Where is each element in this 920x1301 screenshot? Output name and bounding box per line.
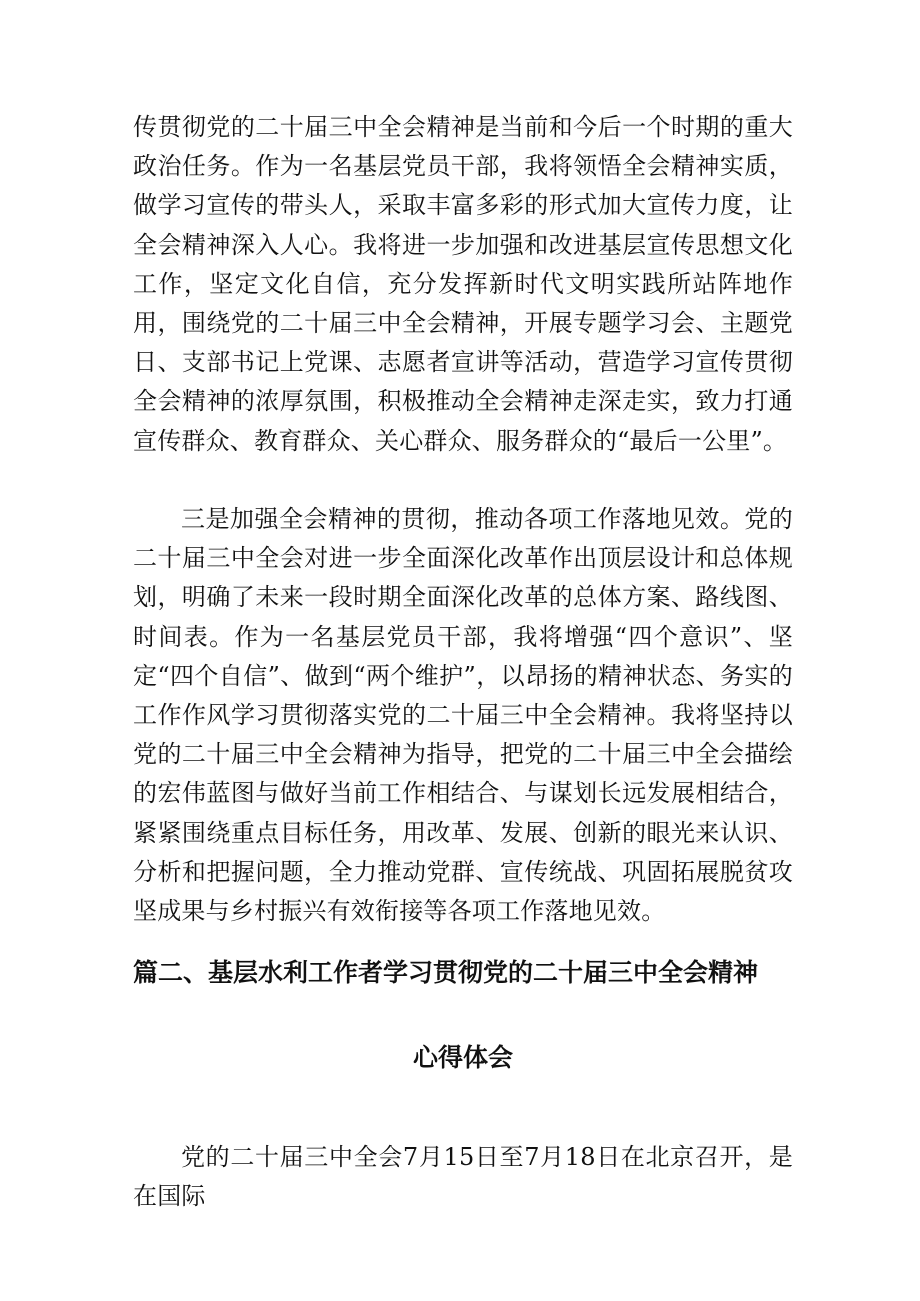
body-paragraph-3: 党的二十届三中全会7月15日至7月18日在北京召开，是在国际	[133, 1143, 793, 1211]
section-title-line-1: 篇二、基层水利工作者学习贯彻党的二十届三中全会精神	[133, 958, 759, 987]
body-paragraph-2: 三是加强全会精神的贯彻，推动各项工作落地见效。党的二十届三中全会对进一步全面深化改革作出顶层设计和总体规划，明确了未来一段时期全面深化改革的总体方案、路线图、时间表。作为一名基层党员干部，我将增强“四个意识”、坚定“四个自信”、做到“两个维护”，以昂扬的精神状态、务实的工作作风学习贯彻落实党的二十届三中全会精神。我将坚持以党的二十届三中全会精神为指导，把党的二十届三中全会描绘的宏伟蓝图与做好当前工作相结合、与谋划长远发展相结合，紧紧围绕重点目标任务，用改革、发展、创新的眼光来认识、分析和把握问题，全力推动党群、宣传统战、巩固拓展脱贫攻坚成果与乡村振兴有效衔接等各项工作落地见效。	[133, 505, 793, 926]
section-title-line-2: 心得体会	[412, 1043, 513, 1072]
body-paragraph-1: 传贯彻党的二十届三中全会精神是当前和今后一个时期的重大政治任务。作为一名基层党员干部，我将领悟全会精神实质，做学习宣传的带头人，采取丰富多彩的形式加大宣传力度，让全会精神深入人心。我将进一步加强和改进基层宣传思想文化工作，坚定文化自信，充分发挥新时代文明实践所站阵地作用，围绕党的二十届三中全会精神，开展专题学习会、主题党日、支部书记上党课、志愿者宣讲等活动，营造学习宣传贯彻全会精神的浓厚氛围，积极推动全会精神走深走实，致力打通宣传群众、教育群众、关心群众、服务群众的“最后一公里”。	[133, 113, 793, 455]
